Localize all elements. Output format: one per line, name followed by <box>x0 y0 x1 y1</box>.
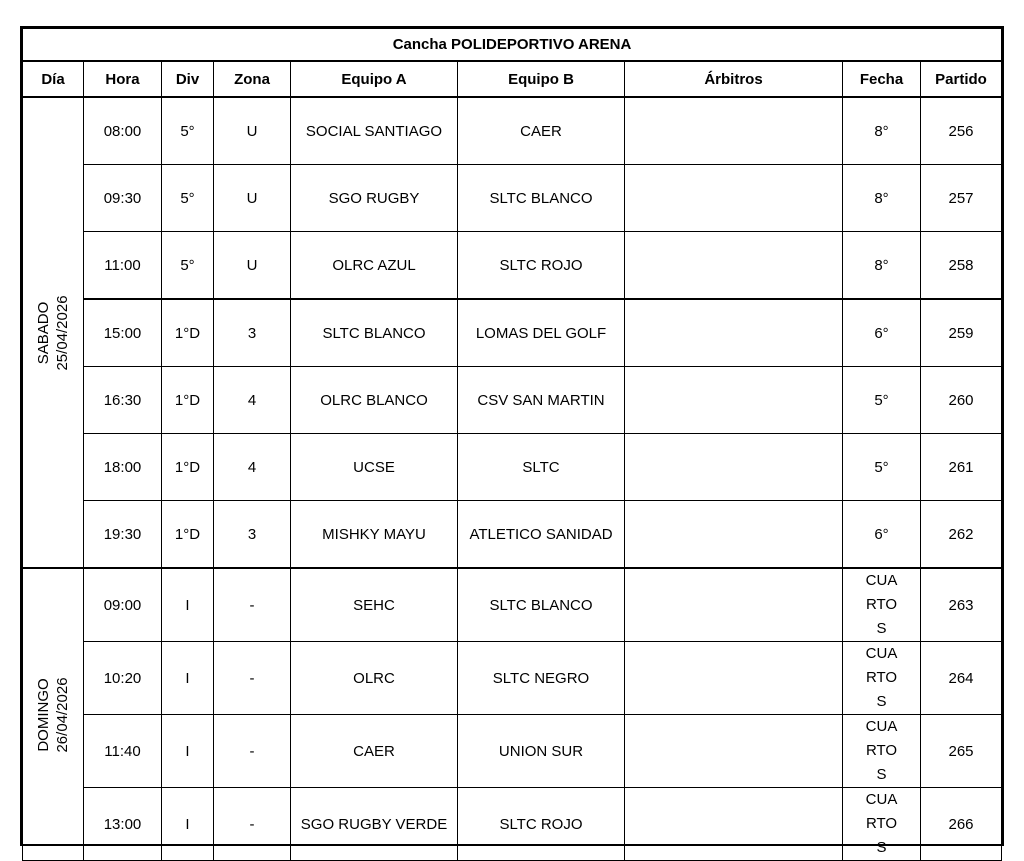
cell-arbitros[interactable] <box>625 568 843 642</box>
cell-partido: 256 <box>921 97 1002 165</box>
day-label <box>34 295 72 370</box>
day-date: 26/04/2026 <box>54 676 71 753</box>
cell-hora: 18:00 <box>84 434 162 501</box>
cell-zona: U <box>214 97 291 165</box>
cell-hora: 09:30 <box>84 165 162 232</box>
cell-equipo-b: SLTC NEGRO <box>458 642 625 715</box>
cell-equipo-a: OLRC AZUL <box>291 232 458 300</box>
cell-hora: 13:00 <box>84 788 162 861</box>
cell-div: 1°D <box>162 299 214 367</box>
cell-fecha <box>843 568 921 642</box>
cell-zona: U <box>214 165 291 232</box>
cell-zona: - <box>214 568 291 642</box>
cell-arbitros[interactable] <box>625 97 843 165</box>
cell-zona: - <box>214 642 291 715</box>
header-row <box>23 61 1002 97</box>
cell-div: 1°D <box>162 367 214 434</box>
cell-div: 1°D <box>162 434 214 501</box>
page-title: Cancha POLIDEPORTIVO ARENA <box>23 29 1002 62</box>
fecha-text: CUARTOS <box>865 572 898 637</box>
cell-partido: 259 <box>921 299 1002 367</box>
cell-equipo-a: UCSE <box>291 434 458 501</box>
header-partido: Partido <box>921 61 1002 97</box>
fecha-text: CUARTOS <box>865 645 898 710</box>
cell-fecha: 8° <box>843 165 921 232</box>
cell-partido: 266 <box>921 788 1002 861</box>
cell-arbitros[interactable] <box>625 434 843 501</box>
cell-equipo-b: SLTC BLANCO <box>458 165 625 232</box>
fixture-sheet <box>20 26 1004 856</box>
cell-hora: 10:20 <box>84 642 162 715</box>
cell-fecha <box>843 715 921 788</box>
cell-fecha: 8° <box>843 232 921 300</box>
cell-equipo-b: SLTC ROJO <box>458 788 625 861</box>
cell-equipo-a: SLTC BLANCO <box>291 299 458 367</box>
cell-fecha <box>843 788 921 861</box>
table-row <box>23 501 1002 569</box>
cell-zona: - <box>214 788 291 861</box>
fecha-text: CUARTOS <box>865 791 898 856</box>
cell-equipo-a: SGO RUGBY <box>291 165 458 232</box>
cell-hora: 11:00 <box>84 232 162 300</box>
day-cell-saturday <box>23 97 84 568</box>
cell-equipo-b: CAER <box>458 97 625 165</box>
table-row <box>23 97 1002 165</box>
cell-equipo-b: SLTC BLANCO <box>458 568 625 642</box>
cell-fecha: 6° <box>843 501 921 569</box>
header-fecha: Fecha <box>843 61 921 97</box>
table-row <box>23 642 1002 715</box>
day-cell-sunday <box>23 568 84 861</box>
cell-equipo-a: SOCIAL SANTIAGO <box>291 97 458 165</box>
header-hora: Hora <box>84 61 162 97</box>
day-name: DOMINGO <box>35 677 52 752</box>
cell-equipo-b: SLTC <box>458 434 625 501</box>
cell-equipo-a: SEHC <box>291 568 458 642</box>
cell-fecha: 6° <box>843 299 921 367</box>
table-row <box>23 299 1002 367</box>
header-dia: Día <box>23 61 84 97</box>
header-zona: Zona <box>214 61 291 97</box>
cell-zona: 4 <box>214 367 291 434</box>
cell-hora: 15:00 <box>84 299 162 367</box>
cell-div: I <box>162 568 214 642</box>
cell-equipo-a: SGO RUGBY VERDE <box>291 788 458 861</box>
cell-div: 5° <box>162 97 214 165</box>
table-row <box>23 434 1002 501</box>
cell-partido: 264 <box>921 642 1002 715</box>
cell-div: I <box>162 788 214 861</box>
table-row <box>23 568 1002 642</box>
cell-partido: 265 <box>921 715 1002 788</box>
table-row <box>23 367 1002 434</box>
header-div: Div <box>162 61 214 97</box>
cell-equipo-b: CSV SAN MARTIN <box>458 367 625 434</box>
table-row <box>23 788 1002 861</box>
cell-hora: 11:40 <box>84 715 162 788</box>
cell-equipo-b: SLTC ROJO <box>458 232 625 300</box>
cell-equipo-a: OLRC <box>291 642 458 715</box>
fecha-text: CUARTOS <box>865 718 898 783</box>
day-name: SABADO <box>35 301 52 364</box>
cell-zona: 4 <box>214 434 291 501</box>
cell-zona: - <box>214 715 291 788</box>
fixture-table <box>22 28 1002 861</box>
cell-partido: 257 <box>921 165 1002 232</box>
cell-arbitros[interactable] <box>625 299 843 367</box>
cell-fecha: 5° <box>843 367 921 434</box>
day-label <box>34 677 72 752</box>
cell-partido: 263 <box>921 568 1002 642</box>
day-date: 25/04/2026 <box>54 294 71 371</box>
cell-partido: 258 <box>921 232 1002 300</box>
cell-partido: 260 <box>921 367 1002 434</box>
cell-arbitros[interactable] <box>625 501 843 569</box>
cell-fecha: 8° <box>843 97 921 165</box>
table-row <box>23 715 1002 788</box>
cell-partido: 261 <box>921 434 1002 501</box>
cell-zona: 3 <box>214 299 291 367</box>
cell-zona: U <box>214 232 291 300</box>
cell-arbitros[interactable] <box>625 367 843 434</box>
cell-equipo-b: ATLETICO SANIDAD <box>458 501 625 569</box>
title-row <box>23 29 1002 62</box>
cell-equipo-a: OLRC BLANCO <box>291 367 458 434</box>
header-equipo-a: Equipo A <box>291 61 458 97</box>
cell-hora: 08:00 <box>84 97 162 165</box>
cell-div: 5° <box>162 165 214 232</box>
cell-div: 5° <box>162 232 214 300</box>
cell-hora: 16:30 <box>84 367 162 434</box>
cell-zona: 3 <box>214 501 291 569</box>
cell-equipo-a: MISHKY MAYU <box>291 501 458 569</box>
cell-fecha: 5° <box>843 434 921 501</box>
cell-arbitros[interactable] <box>625 232 843 300</box>
cell-equipo-b: LOMAS DEL GOLF <box>458 299 625 367</box>
cell-fecha <box>843 642 921 715</box>
cell-arbitros[interactable] <box>625 165 843 232</box>
cell-equipo-b: UNION SUR <box>458 715 625 788</box>
cell-partido: 262 <box>921 501 1002 569</box>
cell-hora: 09:00 <box>84 568 162 642</box>
cell-div: I <box>162 715 214 788</box>
table-row <box>23 165 1002 232</box>
header-arbitros: Árbitros <box>625 61 843 97</box>
cell-equipo-a: CAER <box>291 715 458 788</box>
table-row <box>23 232 1002 300</box>
cell-div: 1°D <box>162 501 214 569</box>
cell-arbitros[interactable] <box>625 642 843 715</box>
header-equipo-b: Equipo B <box>458 61 625 97</box>
cell-arbitros[interactable] <box>625 788 843 861</box>
cell-div: I <box>162 642 214 715</box>
cell-arbitros[interactable] <box>625 715 843 788</box>
cell-hora: 19:30 <box>84 501 162 569</box>
